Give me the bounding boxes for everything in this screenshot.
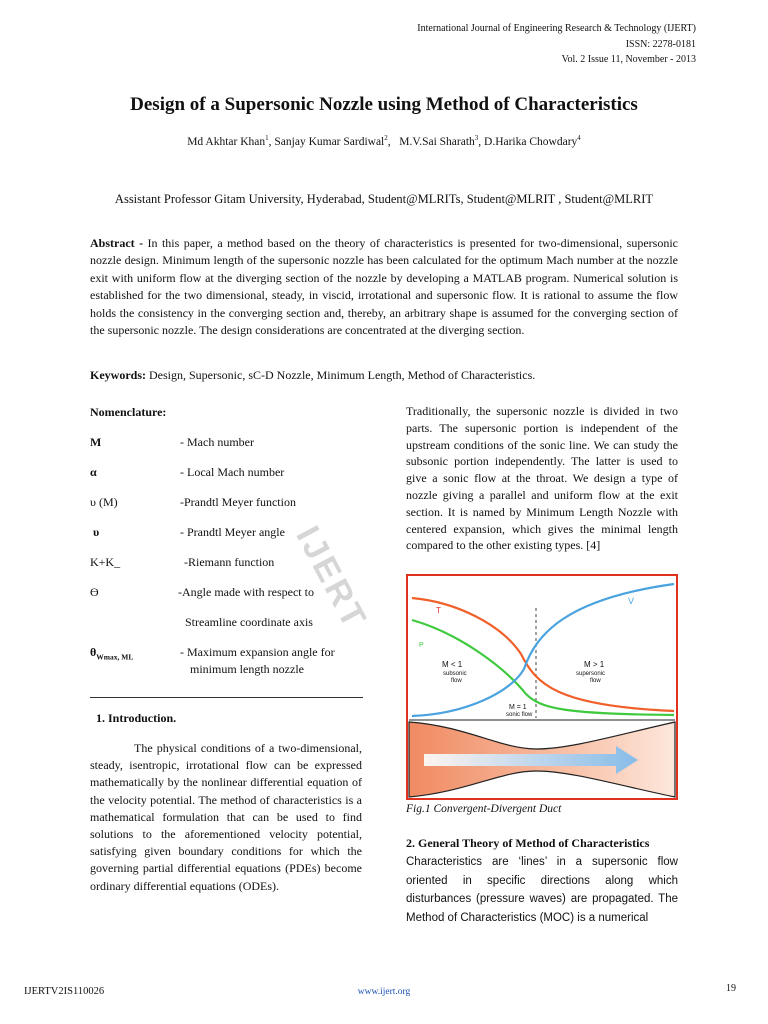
paper-title: Design of a Supersonic Nozzle using Method of Characteristics — [130, 94, 638, 115]
author-name: M.V.Sai Sharath — [399, 135, 475, 148]
author-name: D.Harika Chowdary — [484, 135, 578, 148]
journal-name: International Journal of Engineering Research & Technology (IJERT) — [417, 23, 696, 34]
theta-subscript: Wmax, ML — [96, 652, 134, 662]
label-m-eq: M = 1 — [509, 704, 527, 711]
nomenclature-symbol: υ — [90, 525, 100, 539]
section-heading-introduction: 1. Introduction. — [96, 711, 177, 725]
moc-paragraph: Characteristics are ‘lines’ in a supersonic flow oriented in specific directions along which disturbances (pressure waves) are propagated. The Method of Characteristics (MOC) is a numerical — [406, 856, 678, 924]
nomenclature-definition: -Prandtl Meyer function — [180, 495, 296, 509]
nomenclature-symbol: ϴ — [90, 585, 99, 599]
paper-id: IJERTV2IS110026 — [24, 986, 105, 997]
nomenclature-symbol: K+K_ — [90, 555, 121, 569]
label-flow-1: flow — [451, 678, 462, 684]
label-t: T — [436, 606, 441, 615]
label-m-lt: M < 1 — [442, 660, 463, 669]
label-p: P — [419, 642, 424, 649]
nomenclature-symbol: M — [90, 435, 102, 449]
author-sep: , — [478, 135, 485, 148]
abstract — [90, 235, 678, 339]
volume-info: Vol. 2 Issue 11, November - 2013 — [561, 54, 696, 65]
issn: ISSN: 2278-0181 — [625, 39, 696, 50]
author-sup: 3 — [474, 134, 479, 142]
author-sup: 2 — [384, 134, 388, 142]
figure-caption: Fig.1 Convergent-Divergent Duct — [406, 803, 562, 815]
nomenclature-definition: - Mach number — [180, 435, 254, 449]
introduction-paragraph: The physical conditions of a two-dimensional, steady, isentropic, irrotational flow can be expressed mathematically by the nonlinear differential equation of the velocity potential. The method of characteristics is a mathematical formulation that can be used to find solutions to the aforementioned velocity potential, satisfying given boundary conditions for which the governing partial differential equations (PDEs) become ordinary differential equations (ODEs). — [90, 741, 362, 893]
watermark: IJERT — [288, 520, 375, 637]
right-paragraph: Traditionally, the supersonic nozzle is divided in two parts. The supersonic portion is independent of the upstream conditions of the sonic line. We can study the subsonic portion independently. The latter is used to give a sonic flow at the throat. We design a type of nozzle giving a parallel and uniform flow at the exit section. It is named by Minimum Length Nozzle with centered expansion, which gives the minimal length compared to the other existing types. [4] — [406, 404, 678, 553]
label-v: V — [628, 596, 635, 606]
abstract-label: Abstract - — [90, 236, 144, 250]
nomenclature-title: Nomenclature: — [90, 405, 167, 419]
label-subsonic: subsonic — [443, 671, 467, 677]
theta-symbol: θ — [90, 645, 97, 659]
section-heading-moc: 2. General Theory of Method of Characteristics — [406, 836, 650, 850]
author-name: Md Akhtar Khan — [187, 135, 266, 148]
label-flow-2: flow — [590, 678, 601, 684]
nomenclature-definition: - Maximum expansion angle for — [180, 645, 335, 659]
nomenclature-definition: - Prandtl Meyer angle — [180, 525, 285, 539]
nomenclature-symbol — [90, 645, 133, 661]
author-sep: , — [387, 135, 400, 148]
nomenclature-definition: minimum length nozzle — [190, 662, 304, 676]
keywords — [90, 368, 678, 383]
label-supersonic: supersonic — [576, 671, 606, 677]
keywords-label: Keywords: — [90, 368, 146, 382]
keywords-text: Design, Supersonic, sC-D Nozzle, Minimum Length, Method of Characteristics. — [146, 368, 536, 382]
nomenclature-symbol: α — [90, 465, 97, 479]
page-number: 19 — [726, 983, 736, 994]
nomenclature-definition: Streamline coordinate axis — [185, 615, 313, 629]
label-m-gt: M > 1 — [584, 660, 605, 669]
author-list — [0, 134, 768, 148]
nomenclature-definition: - Local Mach number — [180, 465, 285, 479]
nomenclature-symbol: υ (M) — [90, 495, 118, 509]
label-sonic: sonic flow — [506, 712, 533, 718]
nomenclature-definition: -Angle made with respect to — [178, 585, 314, 599]
author-sup: 1 — [265, 134, 269, 142]
author-name: Sanjay Kumar Sardiwal — [274, 135, 385, 148]
author-sup: 4 — [577, 134, 581, 142]
convergent-divergent-figure — [406, 574, 678, 800]
nomenclature-definition: -Riemann function — [184, 555, 275, 569]
divider — [90, 697, 363, 698]
affiliation: Assistant Professor Gitam University, Hyderabad, Student@MLRITs, Student@MLRIT , Student@MLRIT — [114, 192, 654, 206]
abstract-text: In this paper, a method based on the theory of characteristics is presented for two-dimensional, supersonic nozzle design. Minimum length of the supersonic nozzle has been calculated for the optimum Mach number at the nozzle exit with uniform flow at the diverging section of the nozzle by developing a MATLAB program. Numerical solution is established for the two dimensional, steady, in viscid, irrotational and supersonic flow. It is rational to assume the flow holds the consistency in the converging section and, thereby, an arbitrary shape is assumed for the converging section of the supersonic nozzle. The design considerations are concentrated at the diverging section. — [90, 236, 678, 338]
journal-url[interactable]: www.ijert.org — [357, 987, 411, 997]
author-sep: , — [268, 135, 275, 148]
